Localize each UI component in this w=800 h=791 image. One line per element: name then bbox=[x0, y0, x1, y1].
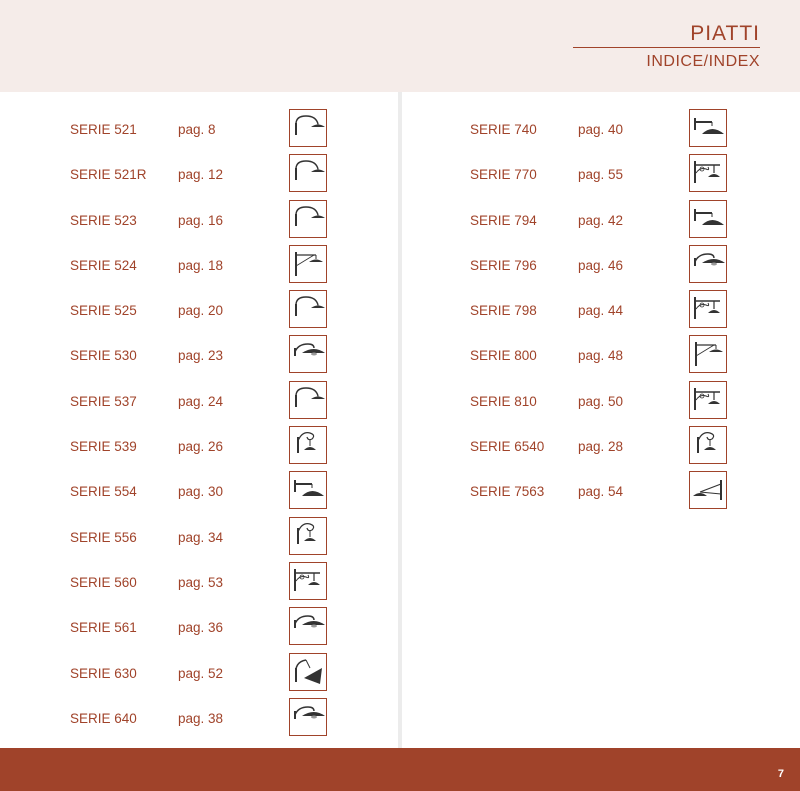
page-reference: pag. 36 bbox=[178, 620, 224, 636]
title-rule bbox=[573, 47, 760, 48]
page-reference: pag. 24 bbox=[178, 393, 224, 409]
index-row bbox=[401, 244, 800, 289]
page-title: PIATTI bbox=[690, 22, 760, 45]
page-reference: pag. 18 bbox=[178, 257, 224, 273]
index-row bbox=[401, 380, 800, 425]
index-row bbox=[401, 199, 800, 244]
page-reference: pag. 55 bbox=[578, 167, 624, 183]
ornate-bracket-lamp-icon bbox=[689, 154, 727, 192]
series-name: SERIE 561 bbox=[70, 620, 137, 636]
left-index-column bbox=[0, 108, 399, 742]
index-row bbox=[0, 652, 399, 697]
footer bbox=[0, 748, 800, 791]
index-row bbox=[0, 470, 399, 515]
index-row bbox=[401, 470, 800, 515]
right-index-column bbox=[401, 108, 800, 516]
index-row bbox=[0, 697, 399, 742]
page-reference: pag. 34 bbox=[178, 529, 224, 545]
straight-arm-lamp-icon bbox=[289, 471, 327, 509]
gooseneck-lamp-icon bbox=[689, 245, 727, 283]
series-name: SERIE 794 bbox=[470, 212, 537, 228]
index-row bbox=[0, 606, 399, 651]
page-reference: pag. 12 bbox=[178, 167, 224, 183]
curved-arm-lamp-icon bbox=[289, 109, 327, 147]
series-name: SERIE 537 bbox=[70, 393, 137, 409]
straight-arm-lamp-icon bbox=[689, 109, 727, 147]
index-row bbox=[401, 425, 800, 470]
curved-arm-lamp-icon bbox=[289, 290, 327, 328]
gooseneck-lamp-icon bbox=[289, 698, 327, 736]
series-name: SERIE 556 bbox=[70, 529, 137, 545]
page-reference: pag. 40 bbox=[578, 122, 624, 137]
index-row bbox=[0, 334, 399, 379]
ornate-bracket-lamp-icon bbox=[289, 562, 327, 600]
page-reference: pag. 8 bbox=[178, 122, 216, 137]
series-name: SERIE 539 bbox=[70, 439, 137, 455]
page-subtitle: INDICE/INDEX bbox=[646, 53, 760, 70]
series-name: SERIE 740 bbox=[470, 122, 537, 137]
index-row bbox=[0, 425, 399, 470]
scroll-arm-lamp-icon bbox=[689, 426, 727, 464]
page-reference: pag. 23 bbox=[178, 348, 224, 364]
curved-arm-lamp-icon bbox=[289, 154, 327, 192]
series-name: SERIE 800 bbox=[470, 348, 537, 364]
straight-arm-lamp-icon bbox=[689, 200, 727, 238]
index-row bbox=[401, 108, 800, 153]
index-row bbox=[0, 289, 399, 334]
series-name: SERIE 770 bbox=[470, 167, 537, 183]
scroll-arm-lamp-icon bbox=[289, 426, 327, 464]
page-reference: pag. 50 bbox=[578, 393, 624, 409]
series-name: SERIE 6540 bbox=[470, 439, 545, 455]
bracket-lamp-icon bbox=[689, 335, 727, 373]
page-reference: pag. 46 bbox=[578, 257, 624, 273]
index-row bbox=[0, 108, 399, 153]
series-name: SERIE 796 bbox=[470, 257, 537, 273]
series-name: SERIE 560 bbox=[70, 574, 137, 590]
gooseneck-lamp-icon bbox=[289, 607, 327, 645]
ornate-bracket-lamp-icon bbox=[689, 290, 727, 328]
page-reference: pag. 52 bbox=[178, 665, 224, 681]
page-reference: pag. 16 bbox=[178, 212, 224, 228]
series-name: SERIE 554 bbox=[70, 484, 137, 500]
series-name: SERIE 798 bbox=[470, 303, 537, 319]
index-row bbox=[0, 199, 399, 244]
series-name: SERIE 524 bbox=[70, 257, 137, 273]
page-reference: pag. 42 bbox=[578, 212, 624, 228]
bracket-lamp-icon bbox=[289, 245, 327, 283]
gooseneck-lamp-icon bbox=[289, 335, 327, 373]
index-row bbox=[401, 334, 800, 379]
index-row bbox=[0, 516, 399, 561]
series-name: SERIE 640 bbox=[70, 710, 137, 726]
series-name: SERIE 521 bbox=[70, 122, 137, 137]
series-name: SERIE 810 bbox=[470, 393, 537, 409]
index-row bbox=[0, 244, 399, 289]
series-name: SERIE 525 bbox=[70, 303, 137, 319]
page-reference: pag. 53 bbox=[178, 574, 224, 590]
series-name: SERIE 523 bbox=[70, 212, 137, 228]
series-name: SERIE 530 bbox=[70, 348, 137, 364]
index-row bbox=[401, 153, 800, 198]
index-row bbox=[0, 153, 399, 198]
page-reference: pag. 38 bbox=[178, 710, 224, 726]
tilted-shade-lamp-icon bbox=[289, 653, 327, 691]
curved-arm-lamp-icon bbox=[289, 381, 327, 419]
scroll-arm-lamp-icon bbox=[289, 517, 327, 555]
page-reference: pag. 44 bbox=[578, 303, 624, 319]
index-row bbox=[401, 289, 800, 334]
series-name: SERIE 7563 bbox=[470, 484, 545, 500]
diagonal-arm-lamp-icon bbox=[689, 471, 727, 509]
page-reference: pag. 28 bbox=[578, 439, 624, 455]
index-row bbox=[0, 380, 399, 425]
page-reference: pag. 48 bbox=[578, 348, 624, 364]
series-name: SERIE 630 bbox=[70, 665, 137, 681]
curved-arm-lamp-icon bbox=[289, 200, 327, 238]
page-reference: pag. 30 bbox=[178, 484, 224, 500]
series-name: SERIE 521R bbox=[70, 167, 147, 183]
page-number: 7 bbox=[777, 768, 784, 780]
index-row bbox=[0, 561, 399, 606]
page-reference: pag. 20 bbox=[178, 303, 224, 319]
header bbox=[0, 0, 800, 92]
ornate-bracket-lamp-icon bbox=[689, 381, 727, 419]
page-reference: pag. 26 bbox=[178, 439, 224, 455]
page-reference: pag. 54 bbox=[578, 484, 624, 500]
